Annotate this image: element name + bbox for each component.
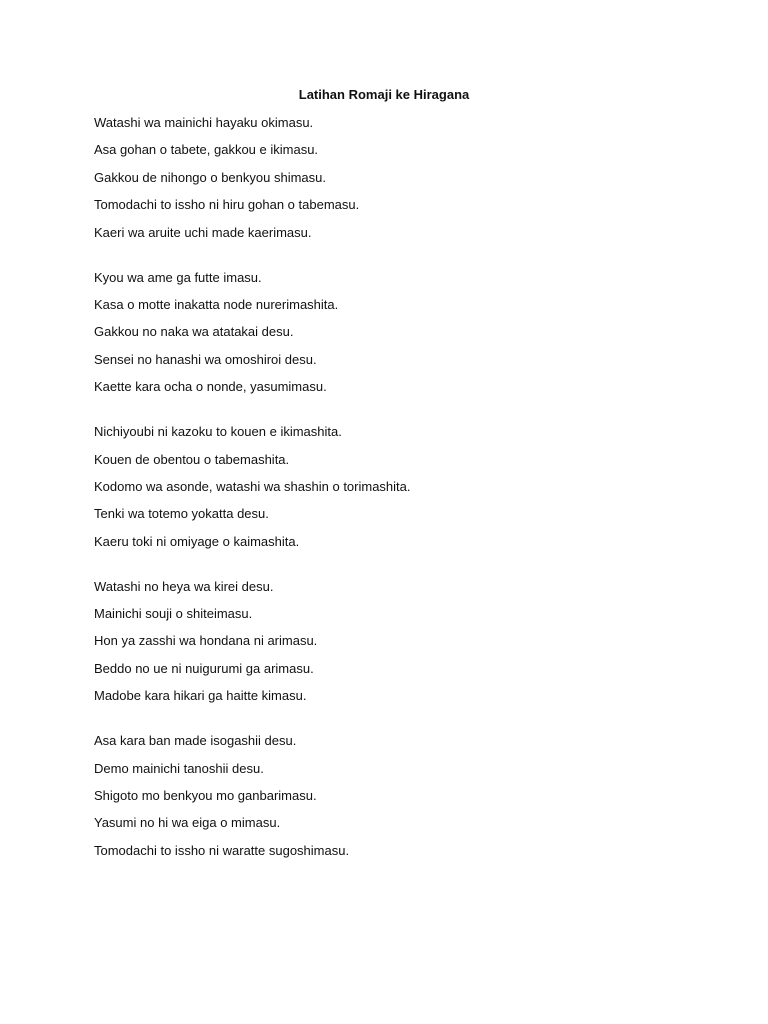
- text-line: Gakkou no naka wa atatakai desu.: [94, 324, 294, 340]
- text-line: Demo mainichi tanoshii desu.: [94, 760, 264, 776]
- text-line: Mainichi souji o shiteimasu.: [94, 606, 253, 622]
- text-line: Kasa o motte inakatta node nurerimashita.: [94, 296, 339, 312]
- text-line: Sensei no hanashi wa omoshiroi desu.: [94, 351, 317, 367]
- text-line: Tomodachi to issho ni hiru gohan o tabemasu.: [94, 197, 360, 213]
- text-line: Kyou wa ame ga futte imasu.: [94, 269, 262, 285]
- text-line: Kaette kara ocha o nonde, yasumimasu.: [94, 379, 327, 395]
- text-line: Kaeru toki ni omiyage o kaimashita.: [94, 533, 300, 549]
- text-line: Madobe kara hikari ga haitte kimasu.: [94, 688, 307, 704]
- text-line: Watashi no heya wa kirei desu.: [94, 578, 274, 594]
- text-line: Kaeri wa aruite uchi made kaerimasu.: [94, 224, 312, 240]
- text-line: Gakkou de nihongo o benkyou shimasu.: [94, 169, 326, 185]
- text-line: Beddo no ue ni nuigurumi ga arimasu.: [94, 660, 314, 676]
- paragraph-3: [94, 423, 714, 551]
- paragraph-2: [94, 269, 714, 397]
- text-line: Kodomo wa asonde, watashi wa shashin o torimashita.: [94, 478, 411, 494]
- document-title: Latihan Romaji ke Hiragana: [298, 87, 470, 102]
- paragraph-1: [94, 114, 714, 242]
- text-line: Shigoto mo benkyou mo ganbarimasu.: [94, 788, 317, 804]
- text-line: Tomodachi to issho ni waratte sugoshimasu.: [94, 842, 350, 858]
- document-body: [94, 114, 714, 887]
- text-line: Asa gohan o tabete, gakkou e ikimasu.: [94, 142, 319, 158]
- text-line: Asa kara ban made isogashii desu.: [94, 733, 297, 749]
- text-line: Watashi wa mainichi hayaku okimasu.: [94, 115, 314, 130]
- text-line: Tenki wa totemo yokatta desu.: [94, 506, 269, 522]
- text-line: Yasumi no hi wa eiga o mimasu.: [94, 815, 281, 831]
- paragraph-4: [94, 578, 714, 706]
- text-line: Hon ya zasshi wa hondana ni arimasu.: [94, 633, 318, 649]
- paragraph-5: [94, 732, 714, 860]
- text-line: Kouen de obentou o tabemashita.: [94, 451, 290, 467]
- text-line: Nichiyoubi ni kazoku to kouen e ikimashita.: [94, 424, 342, 440]
